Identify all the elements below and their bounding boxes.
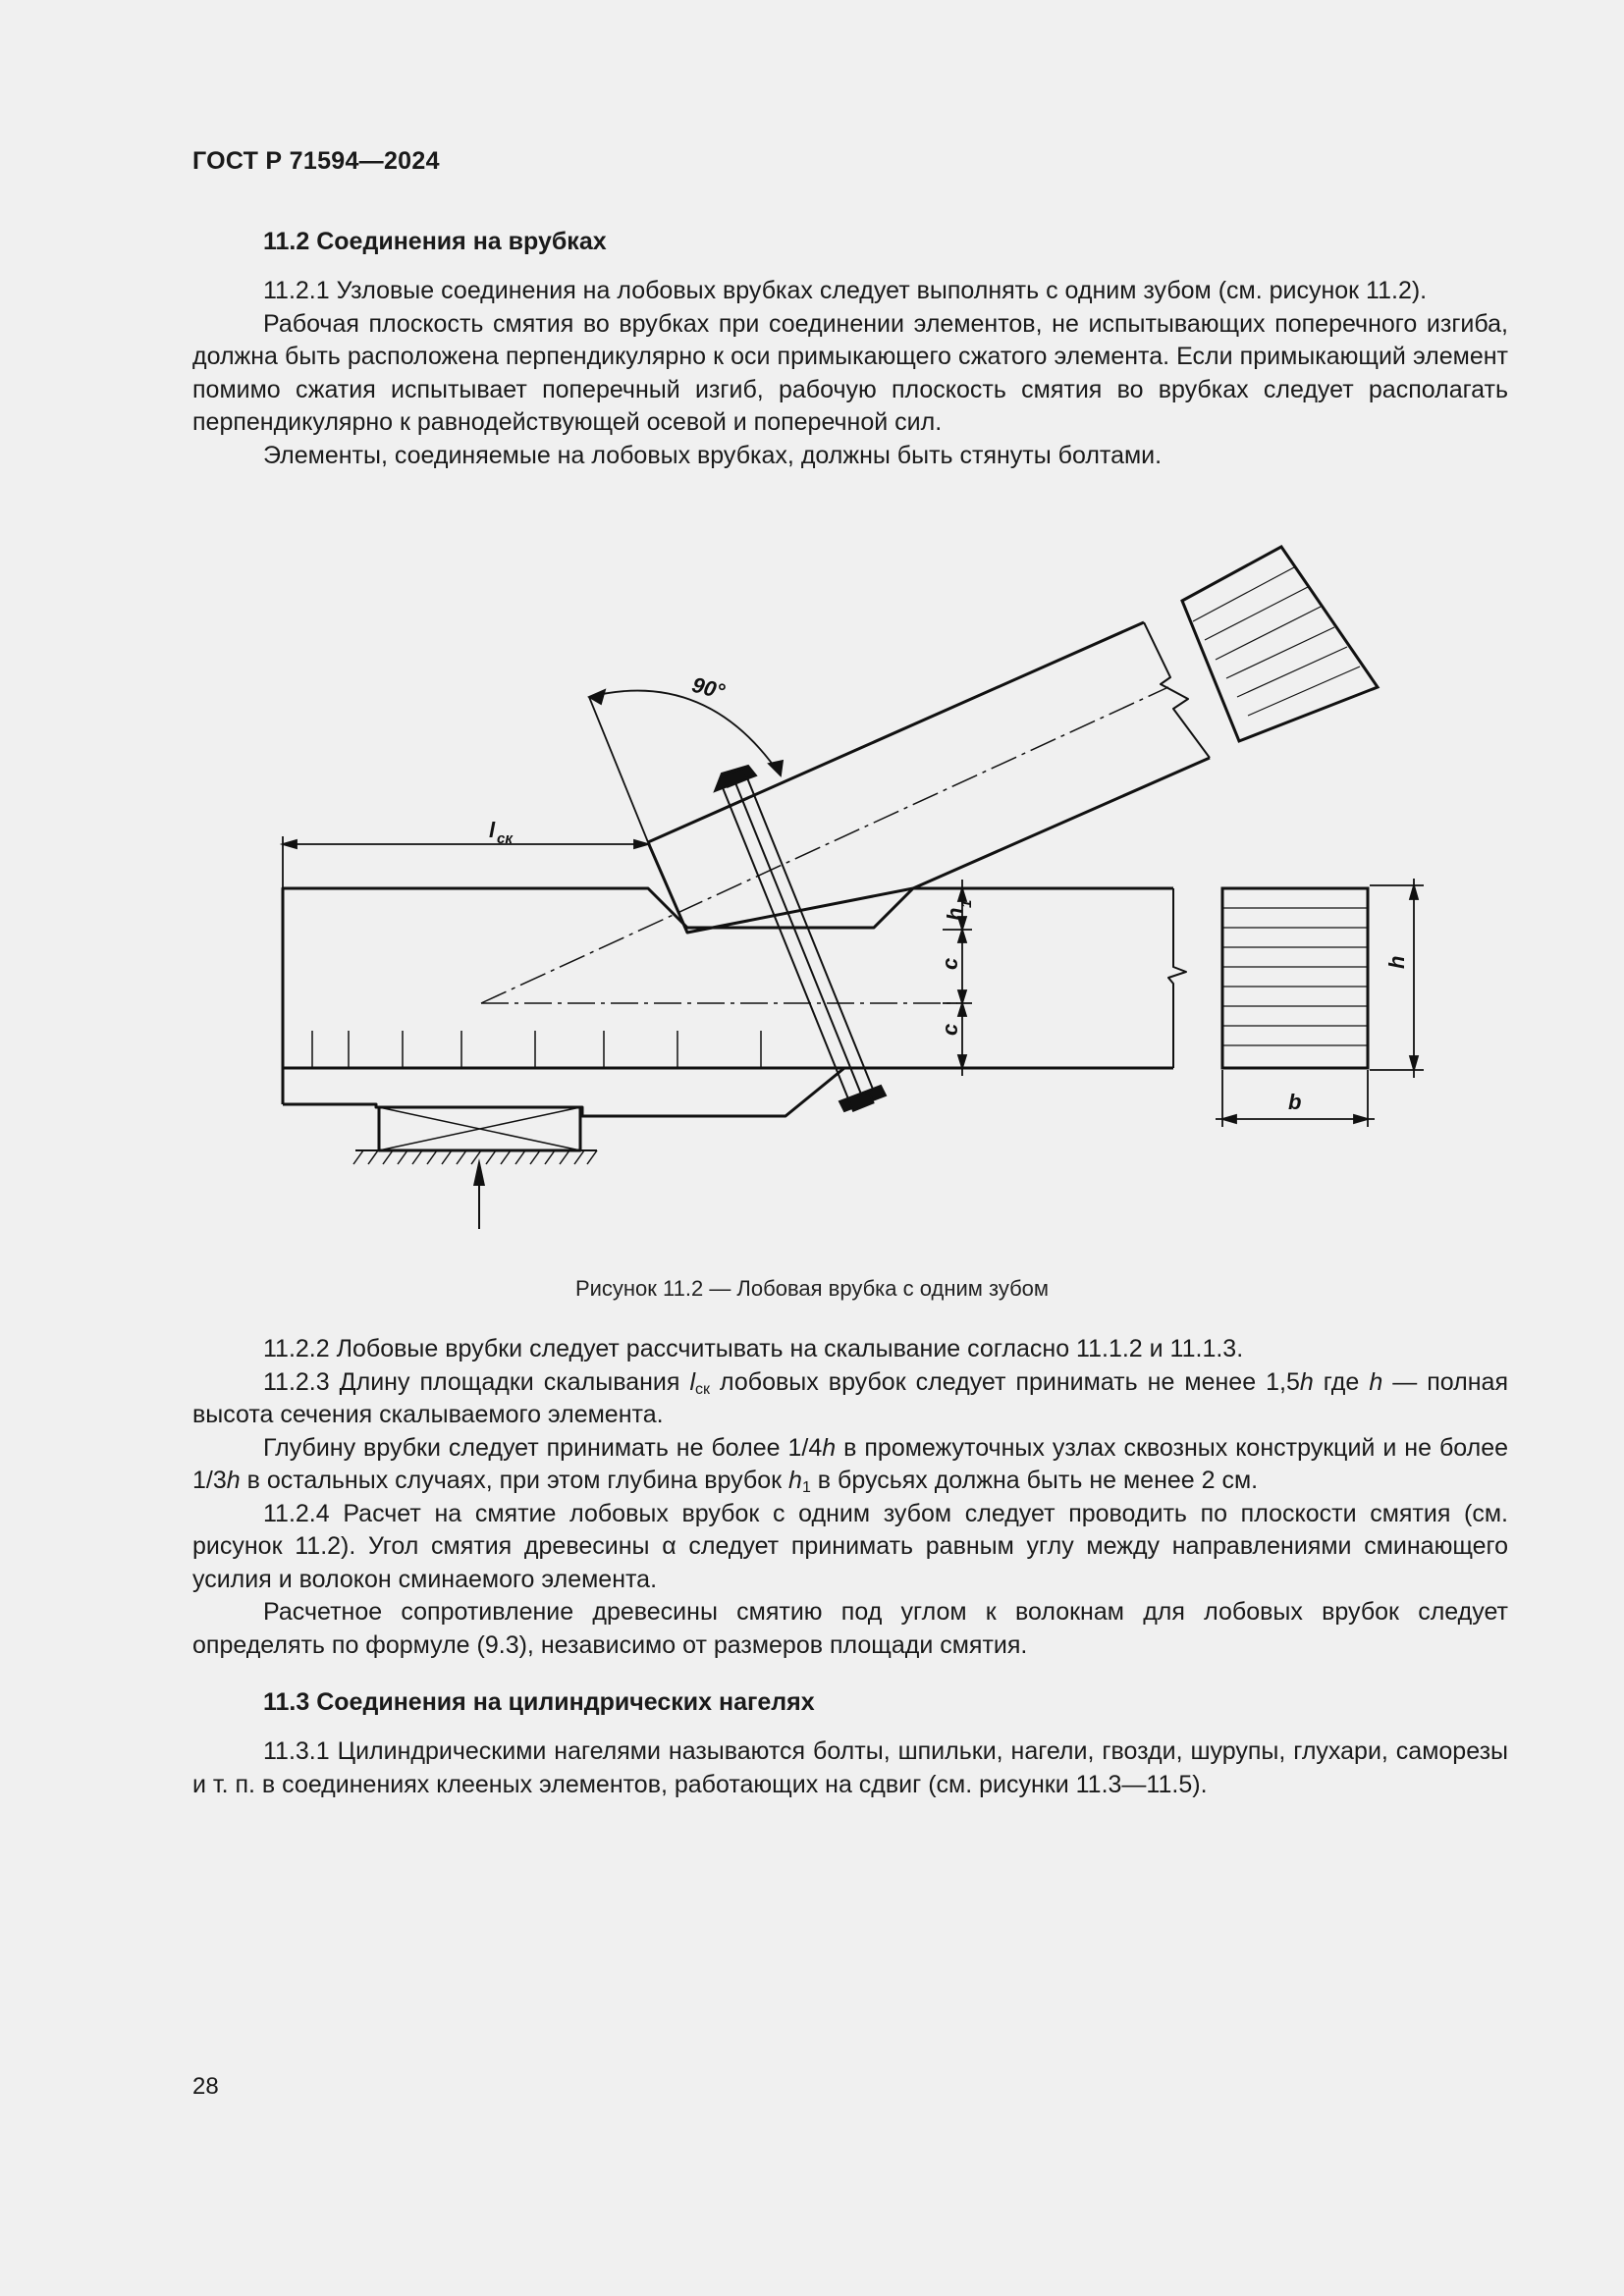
strut-section-grain bbox=[1193, 567, 1360, 716]
section-11-2-continued bbox=[192, 1333, 1508, 1662]
paragraph-11-2-3: 11.2.3 Длину площадки скалывания $l_{ск}$ лобовых врубок следует принимать не менее 1,5h где h — полная высота сечения скалываемого элемента. bbox=[192, 1367, 1508, 1428]
bolt bbox=[715, 766, 886, 1111]
angle-label: 90° bbox=[689, 671, 728, 705]
figure-caption: Рисунок 11.2 — Лобовая врубка с одним зубом bbox=[574, 1276, 1050, 1301]
paragraph-11-3-1: 11.3.1 Цилиндрическими нагелями называются болты, шпильки, нагели, гвозди, шурупы, глухари, саморезы и т. п. в соединениях клееных элементов, работающих на сдвиг (см. рисунки 11.3—11.5). bbox=[192, 1737, 1508, 1798]
paragraph-notch-depth: Глубину врубки следует принимать не более 1/4h в промежуточных узлах сквозных конструкций и не более 1/3h в остальных случаях, при этом глубина врубок $h_1$ в брусьях должна быть не менее 2 см. bbox=[192, 1433, 1509, 1496]
figure-11-2 bbox=[265, 530, 1443, 1256]
lower-beam-outline bbox=[283, 888, 1173, 1068]
notch-depth-label: h bbox=[943, 907, 967, 921]
section-11-2-text bbox=[192, 275, 1508, 472]
paragraph-working-plane: Рабочая плоскость смятия во врубках при соединении элементов, не испытывающих поперечного изгиба, должна быть расположена перпендикулярно к оси примыкающего сжатого элемента. Если примыкающий элемент помимо сжатия испытывает поперечный изгиб, рабочую плоскость смятия во врубках следует располагать перпендикулярно к равнодействующей осевой и поперечной сил. bbox=[192, 309, 1508, 436]
beam-section bbox=[1222, 888, 1368, 1068]
paragraph-design-resistance: Расчетное сопротивление древесины смятию под углом к волокнам для лобовых врубок следует определять по формуле (9.3), независимо от размеров площади смятия. bbox=[192, 1598, 1508, 1659]
axes bbox=[481, 687, 1168, 1003]
beam-section-grain bbox=[1222, 908, 1368, 1045]
section-title-11-2: 11.2 Соединения на врубках bbox=[263, 228, 607, 255]
shear-length-label: l bbox=[489, 818, 496, 842]
ground-hatching bbox=[353, 1150, 597, 1164]
strut-outline bbox=[648, 622, 1144, 842]
reaction-arrow bbox=[473, 1158, 485, 1229]
notch-joint-drawing bbox=[265, 530, 1443, 1256]
notch-depth-subscript: 1 bbox=[958, 899, 975, 908]
paragraph-11-2-4: 11.2.4 Расчет на смятие лобовых врубок с одним зубом следует проводить по плоскости смятия (см. рисунок 11.2). Угол смятия древесины α следует принимать равным углу между направлениями сминающего усилия и волокон сминаемого элемента. bbox=[192, 1499, 1508, 1593]
shear-length-dimension bbox=[283, 836, 648, 888]
paragraph-bolts: Элементы, соединяемые на лобовых врубках, должны быть стянуты болтами. bbox=[263, 441, 1163, 469]
paragraph-11-2-2: 11.2.2 Лобовые врубки следует рассчитывать на скалывание согласно 11.1.2 и 11.1.3. bbox=[263, 1335, 1244, 1362]
section-title-11-3: 11.3 Соединения на цилиндрических нагелях bbox=[263, 1688, 815, 1716]
shear-length-subscript: ск bbox=[497, 830, 513, 847]
offset-c-label-lower: c bbox=[938, 1023, 962, 1036]
page-number: 28 bbox=[192, 2073, 219, 2100]
strut-section bbox=[1182, 547, 1378, 741]
paragraph-11-2-1: 11.2.1 Узловые соединения на лобовых врубках следует выполнять с одним зубом (см. рисунок 11.2). bbox=[263, 277, 1428, 304]
section-height-dimension bbox=[1370, 879, 1424, 1078]
section-height-label: h bbox=[1384, 955, 1409, 969]
angle-dimension bbox=[589, 690, 783, 842]
section-width-label: b bbox=[1288, 1090, 1302, 1114]
offset-c-label-upper: c bbox=[938, 957, 962, 970]
document-header: ГОСТ Р 71594—2024 bbox=[192, 147, 440, 175]
beam-grain-ticks bbox=[312, 1031, 761, 1068]
section-11-3-text bbox=[192, 1735, 1508, 1801]
